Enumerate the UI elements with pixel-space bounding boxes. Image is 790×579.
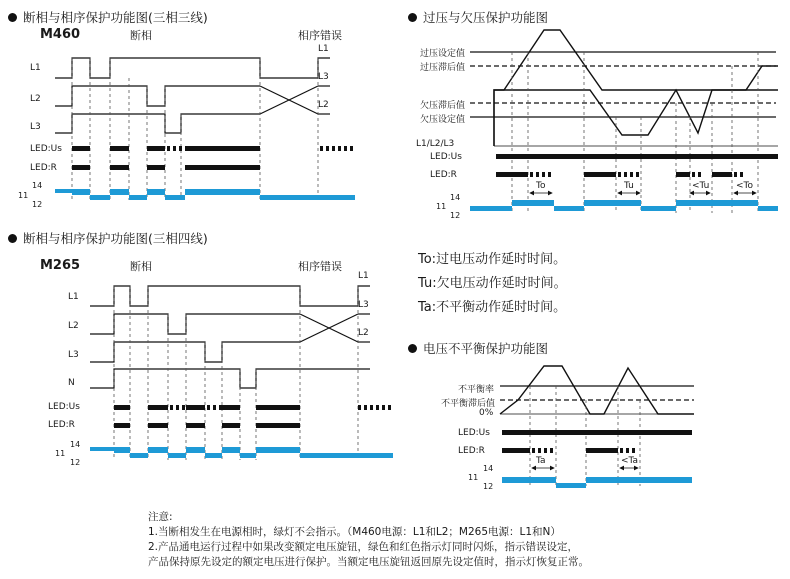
d3-contact-12: 12 [450, 211, 461, 220]
d1-crossed-l1: L1 [318, 44, 329, 54]
d2-signal-led-us: LED:Us [48, 402, 80, 412]
d2-wave-l3 [90, 342, 300, 362]
diagram1-heading: 断相与相序保护功能图(三相三线) [8, 8, 208, 26]
d3-level-ov-hys: 过压滞后值 [420, 63, 466, 73]
d4-level-ratio: 不平衡率 [458, 385, 495, 395]
d2-signal-n: N [68, 378, 75, 388]
d1-signal-led-r: LED:R [30, 163, 57, 173]
d2-signal-l2: L2 [68, 321, 79, 331]
diagram2-heading: 断相与相序保护功能图(三相四线) [8, 229, 208, 247]
d4-level-zero: 0% [479, 408, 494, 418]
d3-delay-lt-to: <To [736, 181, 754, 191]
diagram2-phase-loss-label: 断相 [130, 260, 152, 273]
d2-wave-n [90, 369, 370, 388]
d3-voltage-curve-upper [494, 30, 778, 146]
d2-crossed-l2: L2 [358, 328, 369, 338]
d1-contact-11: 11 [18, 191, 29, 200]
d2-signal-led-r: LED:R [48, 420, 75, 430]
notes-line-1: 1.当断相发生在电源相时，绿灯不会指示。（M460电源：L1和L2；M265电源：L1和N） [148, 526, 561, 538]
d3-led-us [496, 154, 778, 159]
diagram2-model: M265 [40, 258, 81, 273]
d1-wave-l3 [55, 114, 260, 133]
d2-led-r [114, 423, 300, 428]
d1-signal-led-us: LED:Us [30, 144, 62, 154]
d1-dash-guides [72, 58, 318, 200]
d3-delay-to: To [536, 181, 546, 191]
diagram3-graphic [470, 30, 778, 213]
diagram4-graphic [500, 366, 694, 486]
diagram4-heading: 电压不平衡保护功能图 [408, 339, 548, 357]
d3-signal-l123: L1/L2/L3 [416, 139, 455, 149]
d4-dash-guides [530, 386, 640, 486]
d2-crossed-l1: L1 [358, 271, 369, 281]
d2-signal-l3: L3 [68, 350, 79, 360]
d1-contact-14: 14 [32, 181, 43, 190]
diagram1-phase-loss-label: 断相 [130, 29, 152, 42]
d4-led-us [502, 430, 692, 435]
d4-signal-led-r: LED:R [458, 446, 485, 456]
diagram2-sequence-error-label: 相序错误 [298, 260, 342, 273]
d2-crossed-l3: L3 [358, 300, 369, 310]
d1-crossed-l2: L2 [318, 100, 329, 110]
d4-relay [502, 477, 692, 488]
d3-voltage-curve-lower [494, 90, 778, 146]
d1-signal-l3: L3 [30, 122, 41, 132]
d3-level-uv-set: 欠压设定值 [420, 115, 466, 125]
d3-signal-led-r: LED:R [430, 170, 457, 180]
d4-level-hys: 不平衡滞后值 [441, 399, 496, 409]
d4-led-r [502, 448, 635, 453]
d2-relay [90, 447, 393, 458]
d2-signal-l1: L1 [68, 292, 79, 302]
d3-level-uv-hys: 欠压滞后值 [420, 101, 466, 111]
d2-led-us [114, 405, 391, 410]
d1-crossed-l3: L3 [318, 72, 329, 82]
d3-led-r [496, 172, 743, 177]
legend-to: To:过电压动作延时时间。 [418, 252, 567, 267]
d1-signal-l2: L2 [30, 94, 41, 104]
d1-signal-l1: L1 [30, 63, 41, 73]
d2-contact-12: 12 [70, 458, 81, 467]
diagram3-heading: 过压与欠压保护功能图 [408, 8, 548, 26]
legend-ta: Ta:不平衡动作延时时间。 [418, 300, 567, 315]
d3-contact-14: 14 [450, 193, 461, 202]
d1-relay [55, 189, 355, 200]
diagram2-graphic [90, 286, 370, 460]
d3-delay-tu: Tu [624, 181, 634, 191]
notes-line-2: 2.产品通电运行过程中如果改变额定电压旋钮，绿色和红色指示灯同时闪烁，指示错误设定， [148, 541, 579, 553]
d1-led-us [72, 146, 353, 151]
notes-title: 注意: [148, 511, 173, 523]
d4-contact-12: 12 [483, 482, 494, 491]
d4-delay-ta: Ta [536, 456, 546, 466]
d4-contact-11: 11 [468, 473, 479, 482]
d4-signal-led-us: LED:Us [458, 428, 490, 438]
d4-contact-14: 14 [483, 464, 494, 473]
d3-signal-led-us: LED:Us [430, 152, 462, 162]
diagram1-sequence-error-label: 相序错误 [298, 29, 342, 42]
d4-delay-lt-ta: <Ta [621, 456, 639, 466]
d3-contact-11: 11 [436, 202, 447, 211]
diagram1-graphic [55, 58, 330, 200]
d2-dash-guides [114, 286, 358, 460]
d3-relay [470, 200, 778, 211]
d1-wave-l2 [55, 86, 260, 106]
d2-contact-11: 11 [55, 449, 66, 458]
d3-dash-guides [512, 52, 758, 213]
d1-contact-12: 12 [32, 200, 43, 209]
d4-imbalance-curve [500, 366, 694, 414]
notes-line-3: 产品保持原先设定的额定电压进行保护。当额定电压旋钮返回原先设定值时，指示灯恢复正常。 [148, 556, 589, 568]
diagram1-model: M460 [40, 27, 81, 42]
d3-delay-lt-tu: <Tu [692, 181, 710, 191]
d2-contact-14: 14 [70, 440, 81, 449]
d3-level-ov-set: 过压设定值 [420, 49, 466, 59]
d2-wave-l2 [90, 314, 300, 334]
d1-wave-l1 [55, 58, 330, 78]
legend-tu: Tu:欠电压动作延时时间。 [418, 276, 567, 291]
d1-led-r [72, 165, 260, 170]
d2-wave-l1 [90, 286, 370, 306]
